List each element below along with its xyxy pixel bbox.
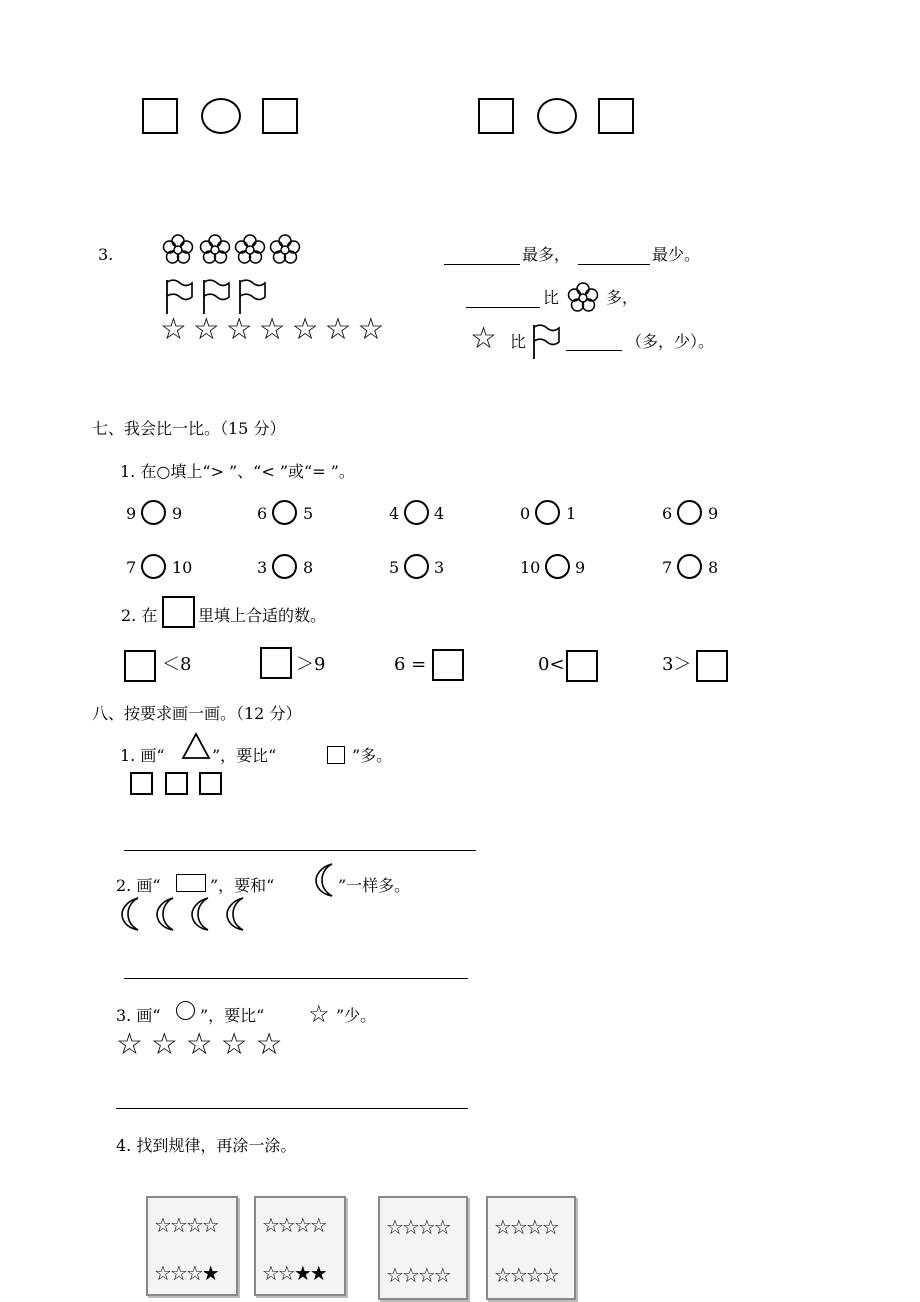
flower-icon (271, 235, 300, 263)
section-8-q3-part2: ”，要比“ (200, 1006, 265, 1025)
top-left-square-2 (262, 98, 298, 134)
circle-icon (176, 1001, 195, 1020)
compare-left-number: 3 (257, 558, 268, 577)
section-8-q2-part3: ”一样多。 (338, 876, 411, 895)
fill-box-example (162, 596, 195, 628)
pattern-box-4[interactable] (486, 1196, 576, 1300)
answer-blank[interactable] (444, 264, 520, 265)
drawing-line[interactable] (124, 850, 476, 851)
most-label: 最多， (522, 245, 571, 264)
more-less-choice: （多，少）。 (626, 332, 715, 351)
flower-icon (201, 235, 230, 263)
compare-label: 比 (543, 288, 560, 307)
section-7-q2-suffix: 里填上合适的数。 (198, 606, 327, 625)
compare-left-number: 4 (389, 504, 400, 523)
compare-left-number: 6 (257, 504, 268, 523)
moon-row (118, 894, 268, 934)
more-label: 多， (606, 288, 639, 307)
flag-icon (204, 280, 229, 314)
section-7-q2-prefix: 2. 在 (121, 606, 158, 625)
flower-icon (566, 282, 600, 314)
compare-circle[interactable] (535, 500, 560, 525)
fill-box[interactable] (260, 647, 292, 679)
star-row-5: ☆☆☆☆☆ (116, 1027, 291, 1062)
fill-box[interactable] (432, 649, 464, 681)
compare-left-number: 9 (126, 504, 137, 523)
compare-right-number: 9 (708, 504, 719, 523)
fill-box[interactable] (696, 650, 728, 682)
compare-circle[interactable] (272, 500, 297, 525)
compare-left-number: 6 (662, 504, 673, 523)
compare-circle[interactable] (141, 554, 166, 579)
flower-icon (236, 235, 265, 263)
compare-right-number: 1 (566, 504, 577, 523)
question-number-3: 3. (98, 245, 114, 264)
compare-right-number: 5 (303, 504, 314, 523)
moon-icon (122, 898, 138, 930)
compare-left-number: 5 (389, 558, 400, 577)
compare-circle[interactable] (404, 500, 429, 525)
answer-blank[interactable] (566, 350, 622, 351)
drawing-line[interactable] (124, 978, 468, 979)
star-row: ☆☆☆☆ (262, 1213, 326, 1237)
star-icon: ☆ (308, 1000, 330, 1028)
square-icon (130, 772, 153, 795)
compare-right-number: 3 (434, 558, 445, 577)
fill-expression: ＞9 (296, 654, 326, 675)
section-8-q3-part3: ”少。 (336, 1006, 377, 1025)
flower-icon (164, 235, 193, 263)
fill-expression: 3＞ (662, 654, 692, 675)
compare-left-number: 7 (126, 558, 137, 577)
moon-icon (157, 898, 173, 930)
compare-circle[interactable] (272, 554, 297, 579)
fill-box[interactable] (124, 650, 156, 682)
flag-icon (532, 324, 562, 360)
pattern-box-1 (146, 1196, 238, 1296)
star-row: ☆☆☆☆ (154, 1213, 218, 1237)
section-8-q1-part1: 1. 画“ (120, 746, 165, 765)
star-row: ☆☆☆☆ (386, 1215, 450, 1239)
pattern-box-2 (254, 1196, 346, 1296)
section-8-q2-part2: ”，要和“ (210, 876, 275, 895)
moon-icon (314, 862, 338, 898)
fill-expression: 6 = (394, 654, 427, 675)
flag-icon (167, 280, 192, 314)
answer-blank[interactable] (466, 307, 540, 308)
star-icon: ☆ (470, 321, 497, 356)
star-row: ☆☆☆☆ (386, 1263, 450, 1287)
compare-circle[interactable] (677, 500, 702, 525)
compare-left-number: 10 (520, 558, 541, 577)
pattern-box-3[interactable] (378, 1196, 468, 1300)
drawing-line[interactable] (116, 1108, 468, 1109)
section-7-title: 七、我会比一比。（15 分） (92, 419, 286, 438)
square-icon (165, 772, 188, 795)
square-icon (327, 746, 345, 764)
compare-circle[interactable] (404, 554, 429, 579)
star-row: ☆☆☆☆ (494, 1215, 558, 1239)
section-8-q2-part1: 2. 画“ (116, 876, 161, 895)
rectangle-icon (176, 874, 206, 892)
compare-left-number: 7 (662, 558, 673, 577)
fill-expression: 0< (538, 654, 565, 675)
top-right-square-2 (598, 98, 634, 134)
star-row: ☆☆☆☆ (494, 1263, 558, 1287)
compare-circle[interactable] (141, 500, 166, 525)
star-row-7: ☆☆☆☆☆☆☆ (160, 312, 391, 347)
triangle-icon (181, 732, 211, 760)
moon-icon (227, 898, 243, 930)
fill-box[interactable] (566, 650, 598, 682)
compare-left-number: 0 (520, 504, 531, 523)
top-left-circle[interactable] (201, 98, 241, 134)
compare-right-number: 8 (708, 558, 719, 577)
section-8-q3-part1: 3. 画“ (116, 1006, 161, 1025)
section-8-q4: 4. 找到规律，再涂一涂。 (116, 1136, 297, 1155)
flag-icon (240, 280, 265, 314)
answer-blank[interactable] (578, 264, 650, 265)
compare-circle[interactable] (677, 554, 702, 579)
compare-right-number: 4 (434, 504, 445, 523)
fill-expression: ＜8 (162, 654, 192, 675)
section-8-q1-part3: ”多。 (352, 746, 393, 765)
moon-icon (192, 898, 208, 930)
section-7-q1: 1. 在○填上“> ”、“< ”或“= ”。 (120, 462, 355, 481)
compare-right-number: 10 (172, 558, 193, 577)
compare-label: 比 (510, 332, 527, 351)
star-row: ☆☆★★ (262, 1261, 326, 1285)
flower-row (160, 232, 310, 268)
square-icon (199, 772, 222, 795)
compare-circle[interactable] (545, 554, 570, 579)
least-label: 最少。 (652, 245, 701, 264)
compare-right-number: 9 (172, 504, 183, 523)
section-8-title: 八、按要求画一画。（12 分） (92, 704, 302, 723)
section-8-q1-part2: ”，要比“ (212, 746, 277, 765)
compare-right-number: 8 (303, 558, 314, 577)
top-left-square-1 (142, 98, 178, 134)
star-row: ☆☆☆★ (154, 1261, 218, 1285)
top-right-circle[interactable] (537, 98, 577, 134)
compare-right-number: 9 (575, 558, 586, 577)
top-right-square-1 (478, 98, 514, 134)
